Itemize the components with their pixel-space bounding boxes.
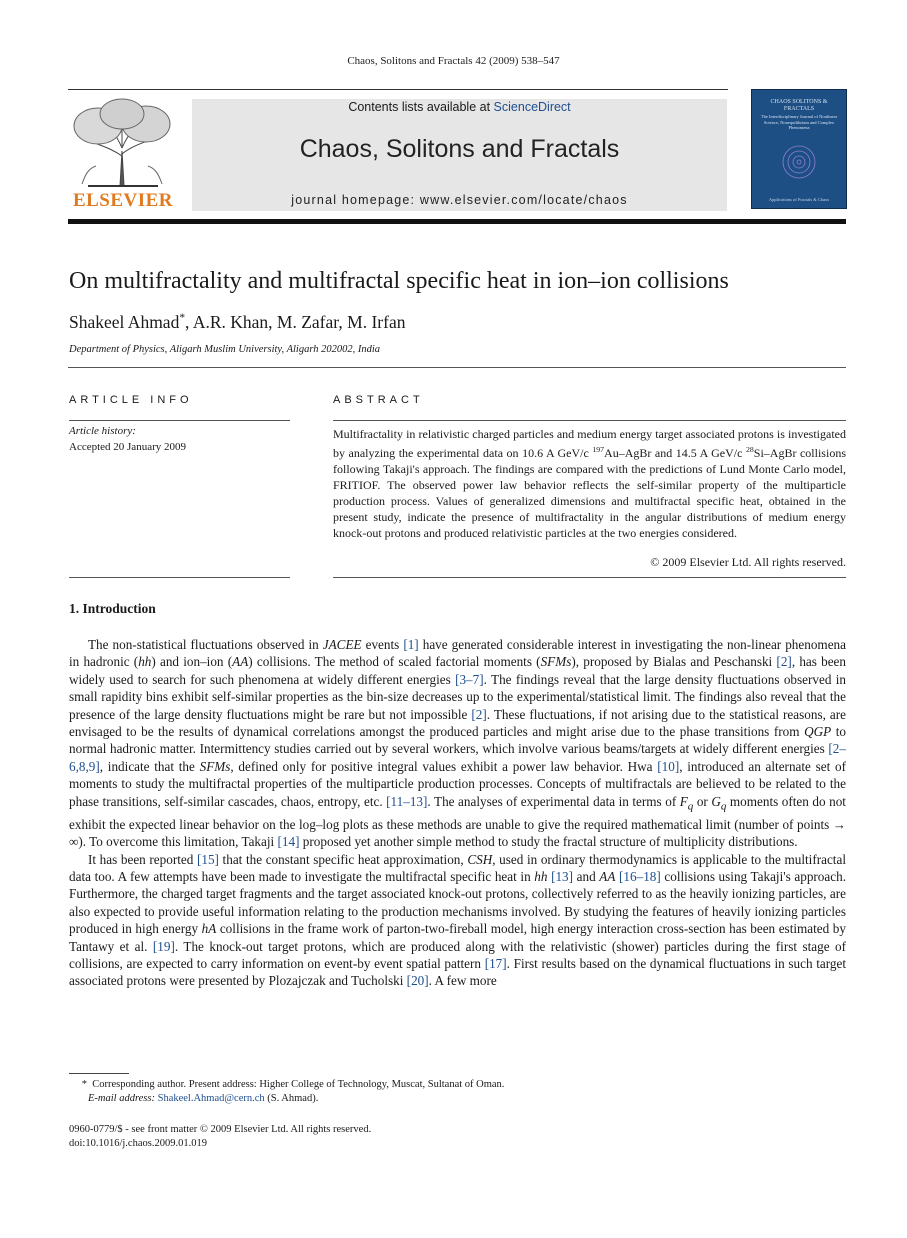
- divider: [333, 420, 846, 421]
- sciencedirect-link[interactable]: ScienceDirect: [493, 100, 571, 114]
- footnote-corresponding: [69, 1078, 846, 1092]
- cover-subtitle: The Interdisciplinary Journal of Nonlinear Science, Nonequilibrium and Complex Phenomena: [760, 114, 838, 130]
- header-rule: [68, 89, 728, 90]
- cover-title: CHAOS SOLITONS & FRACTALS: [770, 99, 828, 112]
- publisher-logo-text: ELSEVIER: [72, 190, 174, 211]
- email-label: E-mail address:: [88, 1093, 155, 1104]
- contents-line: [192, 100, 727, 114]
- paragraph: The non-statistical fluctuations observed in JACEE events [1] have generated considerable interest in investigating the non-linear phenomena in hadronic (hh) and ion–ion (AA) collisions. The method of scaled factorial moments (SFMs), proposed by Bialas and Peschanski [2], has been widely used to search for such phenomena at widely different energies [3–7]. The findings reveal that the large density fluctuations observed in small rapidity bins exhibit self-similar properties as the bin-size decreases up to the experimental/statistical limit. The findings also reveal that the presence of the large density fluctuations might be rare but not impossible [2]. These fluctuations, if not arising due to the statistical reasons, are envisaged to be the results of dynamical correlations amongst the produced particles and might arise due to the phase transitions from QGP to normal hadronic matter. Intermittency studies carried out by several workers, which involve various beams/targets at widely different energies [2–6,8,9], indicate that the SFMs, defined only for positive integral values exhibit a power law behavior. Hwa [10], introduced an alternate set of moments to study the multifractal properties of the multiparticle production processes. Concepts of multifractals are believed to be related to the phase transitions, self-similar cascades, chaos, entropy, etc. [11–13]. The analyses of experimental data in terms of $F_q$ or $G_q$ moments often do not exhibit the expected linear behavior on the log–log plots as these methods are unable to give the required mathematical limit (number of points → ∞). To overcome this limitation, Takaji [14] proposed yet another simple method to study the fractal structure of multiplicity distributions.: [69, 637, 846, 850]
- journal-cover: [751, 89, 847, 209]
- cover-fractal-icon: [774, 142, 824, 182]
- accepted-date: Accepted 20 January 2009: [69, 441, 186, 453]
- footnote: [69, 1078, 846, 1106]
- contents-prefix: Contents lists available at: [348, 100, 491, 114]
- footnote-email: [69, 1092, 846, 1106]
- author-name: M. Zafar: [276, 312, 339, 332]
- corresponding-marker[interactable]: *: [179, 312, 186, 325]
- abstract-text: Multifractality in relativistic charged particles and medium energy target associated protons is investigated by analyzing the experimental data on 10.6 A GeV/c $^{197}$Au–AgBr and 14.5 A GeV/c $^{28}$Si–AgBr collisions following Takaji's approach. The findings are compared with the predictions of Lund Monte Carlo model, FRITIOF. The observed power law behavior reflects the self-similar property of the multiparticle production process. Values of generalized dimensions and multifractal specific heat, obtained in the present study, indicate the presence of multifractality in the angular distributions of medium energy knock-out protons and produced relativistic particles at the two energies considered.: [333, 427, 846, 540]
- cover-footer: Applications of Fractals & Chaos: [768, 197, 830, 202]
- divider: [69, 577, 290, 578]
- footnote-text: Corresponding author. Present address: Higher College of Technology, Muscat, Sultanat of Oman.: [92, 1079, 505, 1090]
- affiliation: Department of Physics, Aligarh Muslim University, Aligarh 202002, India: [69, 344, 381, 355]
- author-name: M. Irfan: [347, 312, 406, 332]
- section-heading: 1. Introduction: [69, 601, 156, 616]
- paragraph: It has been reported [15] that the constant specific heat approximation, CSH, used in ordinary thermodynamics is applicable to the multifractal data too. A few attempts have been made to investigate the multifractal specific heat in hh [13] and AA [16–18] collisions using Takaji's approach. Furthermore, the charged target fragments and the target associated knock-out protons, collectively referred to as the heavily ionizing particles, are also expected to provide useful information relating to the production mechanisms involved. By studying the features of heavily ionizing particles produced in high energy hA collisions in the frame work of parton-two-fireball model, high energy interaction cross-section has been estimated by Tantawy et al. [19]. The knock-out target protons, which are produced along with the relativistic (shower) particles during the first stage of collisions, are expected to carry information on event-by event spatial pattern [17]. First results based on the dynamical fluctuations in such target associated protons were presented by Plozajczak and Tucholski [20]. A few more: [69, 851, 846, 989]
- journal-homepage[interactable]: journal homepage: www.elsevier.com/locate/chaos: [291, 193, 628, 207]
- footnote-marker: *: [81, 1079, 87, 1090]
- issn-line: 0960-0779/$ - see front matter © 2009 Elsevier Ltd. All rights reserved.: [69, 1124, 372, 1135]
- footnote-rule: [69, 1073, 129, 1074]
- divider: [69, 420, 290, 421]
- divider: [68, 367, 846, 368]
- abstract-copyright: © 2009 Elsevier Ltd. All rights reserved.: [650, 555, 846, 569]
- elsevier-tree-icon: [68, 96, 178, 191]
- body-text: [69, 636, 846, 990]
- author-list: Shakeel Ahmad*, A.R. Khan, M. Zafar, M. Irfan: [69, 312, 406, 332]
- journal-title: Chaos, Solitons and Fractals: [299, 135, 620, 163]
- article-info-heading: ARTICLE INFO: [69, 394, 193, 406]
- abstract-heading: ABSTRACT: [333, 394, 424, 406]
- header-thick-rule: [68, 219, 846, 224]
- front-matter: [69, 1123, 371, 1151]
- email-link[interactable]: Shakeel.Ahmad@cern.ch: [157, 1093, 265, 1104]
- article-title: On multifractality and multifractal specific heat in ion–ion collisions: [69, 268, 729, 294]
- doi-line[interactable]: doi:10.1016/j.chaos.2009.01.019: [69, 1138, 207, 1149]
- author-name: Shakeel Ahmad: [69, 312, 180, 332]
- journal-citation: Chaos, Solitons and Fractals 42 (2009) 538–547: [347, 55, 560, 67]
- divider: [333, 577, 846, 578]
- email-suffix: (S. Ahmad).: [267, 1093, 319, 1104]
- author-name: A.R. Khan: [192, 312, 269, 332]
- history-label: Article history:: [69, 425, 136, 437]
